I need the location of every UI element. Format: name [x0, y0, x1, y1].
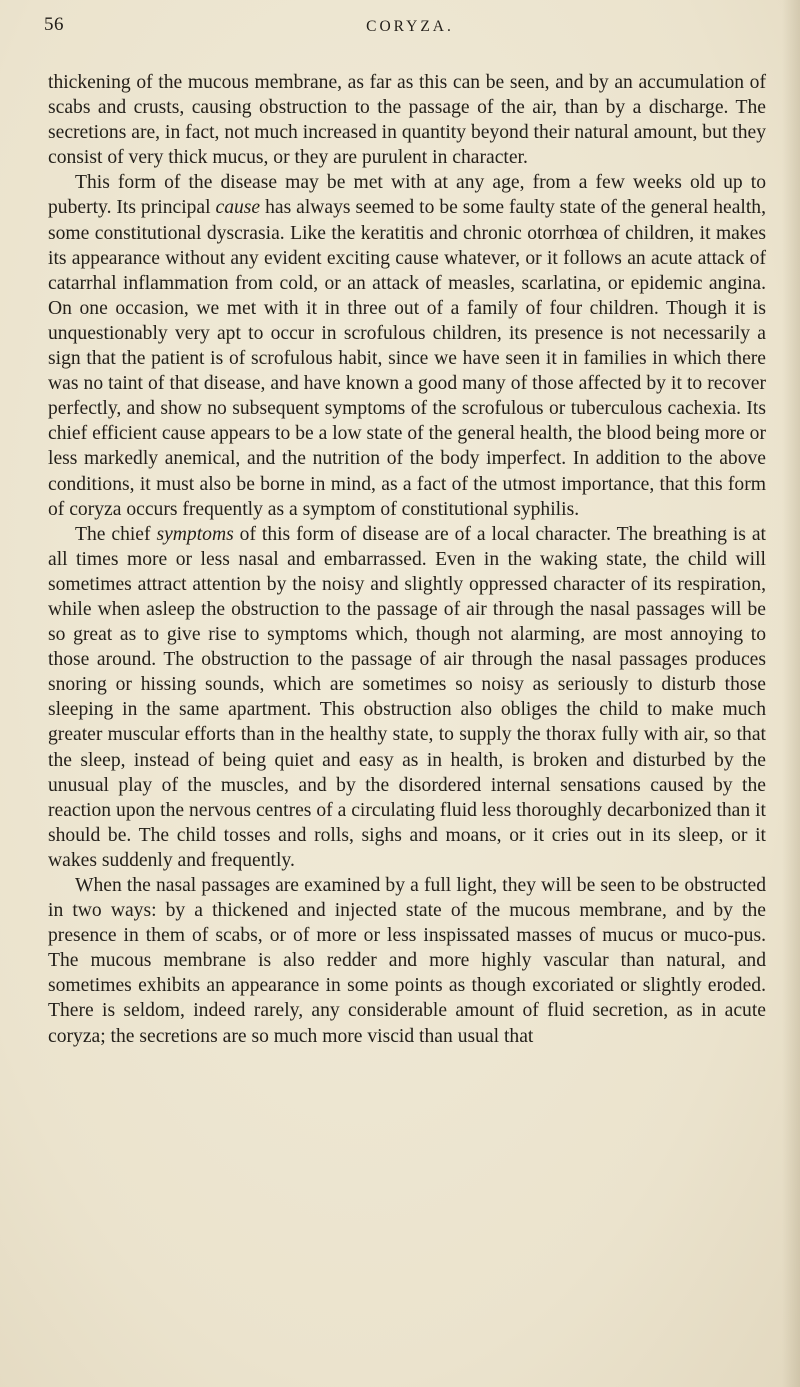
paragraph-cause-body: has always seemed to be some faulty state of the general health, some constitutional dyscrasia. Like the keratitis and chronic otorrhœa of children, it makes its appearance without any evident exciting cause whatever, or it follows an acute attack of catarrhal inflammation from cold, or an attack of measles, scarlatina, or epidemic angina. On one occasion, we met with it in three out of a family of four children. Though it is unquestionably very apt to occur in scrofulous children, its presence is not necessarily a sign that the patient is of scrofulous habit, since we have seen it in families in which there was no taint of that disease, and have known a good many of those affected by it to recover perfectly, and show no subsequent symptoms of the scrofulous or tuberculous cachexia. Its chief efficient cause appears to be a low state of the general health, the blood being more or less markedly anemical, and the nutrition of the body imperfect. In addition to the above conditions, it must also be borne in mind, as a fact of the utmost importance, that this form of coryza occurs frequently as a symptom of constitutional syphilis. — [48, 197, 766, 520]
emphasis-cause: cause — [215, 197, 261, 219]
paragraph-cause — [48, 170, 766, 521]
body-text — [48, 70, 766, 1049]
emphasis-symptoms: symptoms — [156, 523, 234, 545]
page-edge-shadow — [782, 0, 800, 1387]
paragraph-continuation: thickening of the mucous membrane, as far as this can be seen, and by an accumulation of scabs and crusts, causing obstruction to the passage of the air, than by a discharge. The secretions are, in fact, not much increased in quantity beyond their natural amount, but they consist of very thick mucus, or they are purulent in character. — [48, 72, 766, 169]
paragraph-symptoms-lead: The chief — [75, 523, 157, 545]
page-header — [0, 14, 800, 44]
paragraph-cause-lead: This form of the disease may be met with at any age, from a few weeks old up to puberty. Its principal — [48, 172, 766, 219]
paragraph-symptoms-body: of this form of disease are of a local character. The breathing is at all times more or less nasal and embarrassed. Even in the waking state, the child will sometimes attract attention by the noisy and slightly oppressed character of its respiration, while when asleep the obstruction to the passage of air through the nasal passages will be so great as to give rise to symptoms which, though not alarming, are most annoying to those around. The obstruction to the passage of air through the nasal passages produces snoring or hissing sounds, which are sometimes so noisy as seriously to disturb those sleeping in the same apartment. This obstruction also obliges the child to make much greater muscular efforts than in the healthy state, to supply the thorax fully with air, so that the sleep, instead of being quiet and easy as in health, is broken and disturbed by the unusual play of the muscles, and by the disordered internal sensations caused by the reaction upon the nervous centres of a circulating fluid less thoroughly decarbonized than it should be. The child tosses and rolls, sighs and moans, or it cries out in its sleep, or it wakes suddenly and frequently. — [48, 523, 766, 871]
paragraph-examination: When the nasal passages are examined by a full light, they will be seen to be obstructed in two ways: by a thickened and injected state of the mucous membrane, and by the presence in them of scabs, or of more or less inspissated masses of mucus or muco-pus. The mucous membrane is also redder and more highly vascular than natural, and sometimes exhibits an appearance in some points as though excoriated or slightly eroded. There is seldom, indeed rarely, any considerable amount of fluid secretion, as in acute coryza; the secretions are so much more viscid than usual that — [48, 875, 766, 1047]
page-number: 56 — [44, 14, 64, 35]
paragraph-symptoms — [48, 522, 766, 873]
running-head: CORYZA. — [366, 18, 454, 35]
